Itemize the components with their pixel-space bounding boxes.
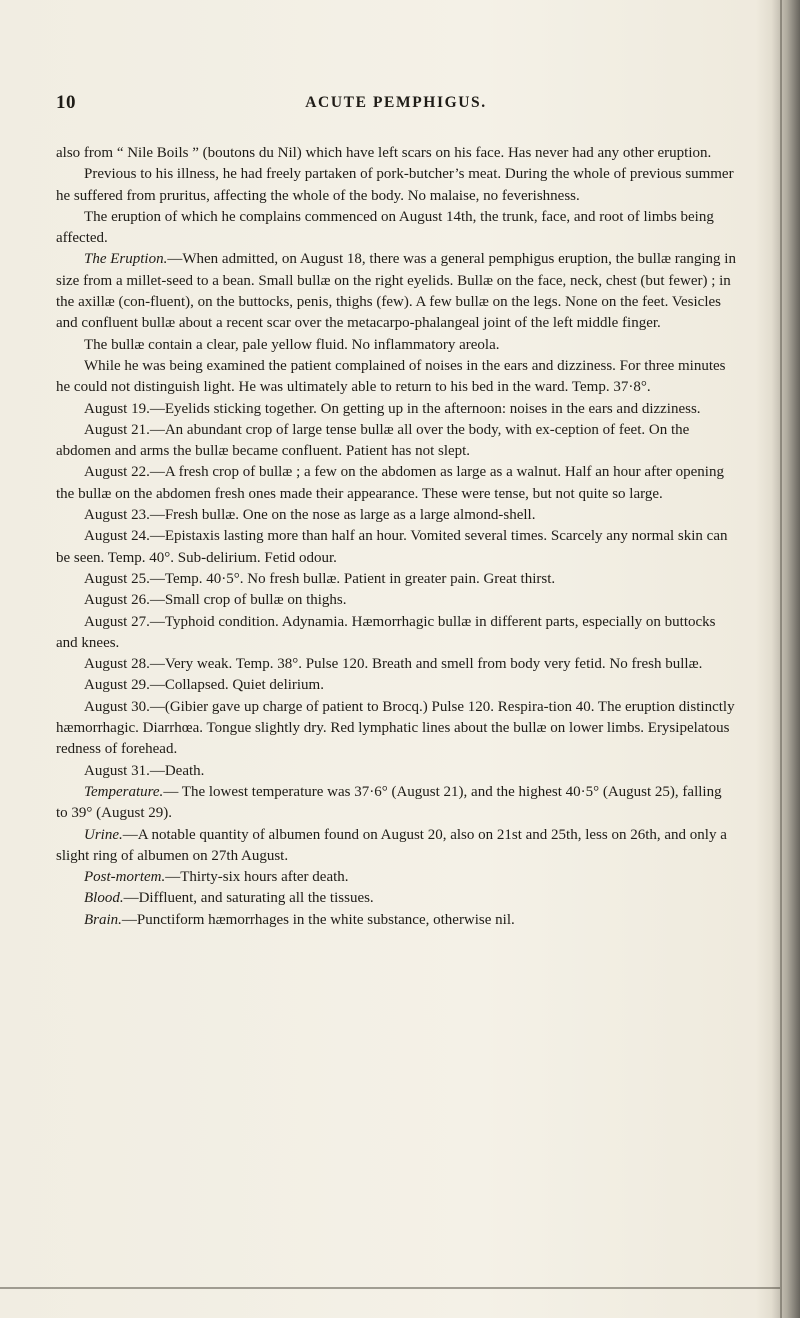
paragraph: August 22.—A fresh crop of bullæ ; a few on the abdomen as large as a walnut. Half an hour after opening the bullæ on the abdomen fresh ones made their appearance. These were tense, but not quite so large. bbox=[56, 464, 724, 502]
paragraph: August 25.—Temp. 40·5°. No fresh bullæ. Patient in greater pain. Great thirst. bbox=[84, 570, 556, 587]
paragraph: August 28.—Very weak. Temp. 38°. Pulse 120. Breath and smell from body very fetid. No fresh bullæ. bbox=[84, 656, 703, 673]
paragraph: also from “ Nile Boils ” (boutons du Nil) which have left scars on his face. Has never had any other eruption. bbox=[56, 145, 712, 161]
paragraph: August 23.—Fresh bullæ. One on the nose as large as a large almond-shell. bbox=[84, 507, 536, 524]
paragraph: Post-mortem.—Thirty-six hours after death. bbox=[84, 869, 349, 886]
section-lead: Urine. bbox=[84, 826, 123, 843]
paragraph: August 30.—(Gibier gave up charge of patient to Brocq.) Pulse 120. Respira-tion 40. The eruption distinctly hæmorrhagic. Diarrhœa. Tongue slightly dry. Red lymphatic lines about the bullæ on lower limbs. Erysipelatous redness of forehead. bbox=[56, 698, 735, 758]
section-lead: Temperature. bbox=[84, 783, 164, 800]
paragraph: August 27.—Typhoid condition. Adynamia. Hæmorrhagic bullæ in different parts, especially on buttocks and knees. bbox=[56, 613, 716, 651]
section-lead: Blood. bbox=[84, 890, 124, 907]
running-head: ACUTE PEMPHIGUS. bbox=[305, 94, 487, 111]
body-text bbox=[56, 143, 736, 931]
paragraph: The bullæ contain a clear, pale yellow fluid. No inflammatory areola. bbox=[84, 336, 500, 353]
page-bottom-rule bbox=[0, 1287, 780, 1289]
paragraph: The Eruption.—When admitted, on August 18, there was a general pemphigus eruption, the bullæ ranging in size from a millet-seed to a bean. Small bullæ on the right eyelids. Bullæ on the face, neck, chest (but fewer) ; in the axillæ (con-fluent), on the buttocks, penis, thighs (few). A few bullæ on the legs. None on the feet. Vesicles and confluent bullæ about a recent scar over the metacarpo-phalangeal joint of the left middle finger. bbox=[56, 251, 736, 332]
paragraph: August 24.—Epistaxis lasting more than half an hour. Vomited several times. Scarcely any normal skin can be seen. Temp. 40°. Sub-delirium. Fetid odour. bbox=[56, 528, 728, 566]
paragraph: August 29.—Collapsed. Quiet delirium. bbox=[84, 677, 324, 694]
paragraph: Previous to his illness, he had freely partaken of pork-butcher’s meat. During the whole of previous summer he suffered from pruritus, affecting the whole of the body. No malaise, no feverishness. bbox=[56, 166, 734, 204]
paragraph: August 21.—An abundant crop of large tense bullæ all over the body, with ex-ception of feet. On the abdomen and arms the bullæ became confluent. Patient has not slept. bbox=[56, 421, 690, 460]
paragraph: August 31.—Death. bbox=[84, 762, 205, 779]
paragraph: Temperature.— The lowest temperature was 37·6° (August 21), and the highest 40·5° (August 25), falling to 39° (August 29). bbox=[56, 783, 722, 822]
paragraph: Urine.—A notable quantity of albumen found on August 20, also on 21st and 25th, less on 26th, and only a slight ring of albumen on 27th August. bbox=[56, 826, 727, 864]
binding-edge-line bbox=[780, 0, 782, 1318]
paragraph: August 26.—Small crop of bullæ on thighs. bbox=[84, 592, 347, 609]
paragraph: Blood.—Diffluent, and saturating all the tissues. bbox=[84, 890, 374, 907]
paragraph: Brain.—Punctiform hæmorrhages in the white substance, otherwise nil. bbox=[84, 911, 515, 928]
section-lead: Brain. bbox=[84, 911, 122, 928]
paragraph: August 19.—Eyelids sticking together. On getting up in the afternoon: noises in the ears and dizziness. bbox=[84, 400, 701, 417]
binding-shadow bbox=[756, 0, 800, 1318]
page-number: 10 bbox=[56, 92, 76, 113]
page-header bbox=[56, 92, 736, 116]
section-lead: The Eruption. bbox=[84, 251, 168, 268]
paragraph: While he was being examined the patient complained of noises in the ears and dizziness. For three minutes he could not distinguish light. He was ultimately able to return to his bed in the ward. Temp. 37·8°. bbox=[56, 357, 726, 396]
paragraph: The eruption of which he complains commenced on August 14th, the trunk, face, and root of limbs being affected. bbox=[56, 208, 714, 247]
section-lead: Post-mortem. bbox=[84, 869, 166, 886]
